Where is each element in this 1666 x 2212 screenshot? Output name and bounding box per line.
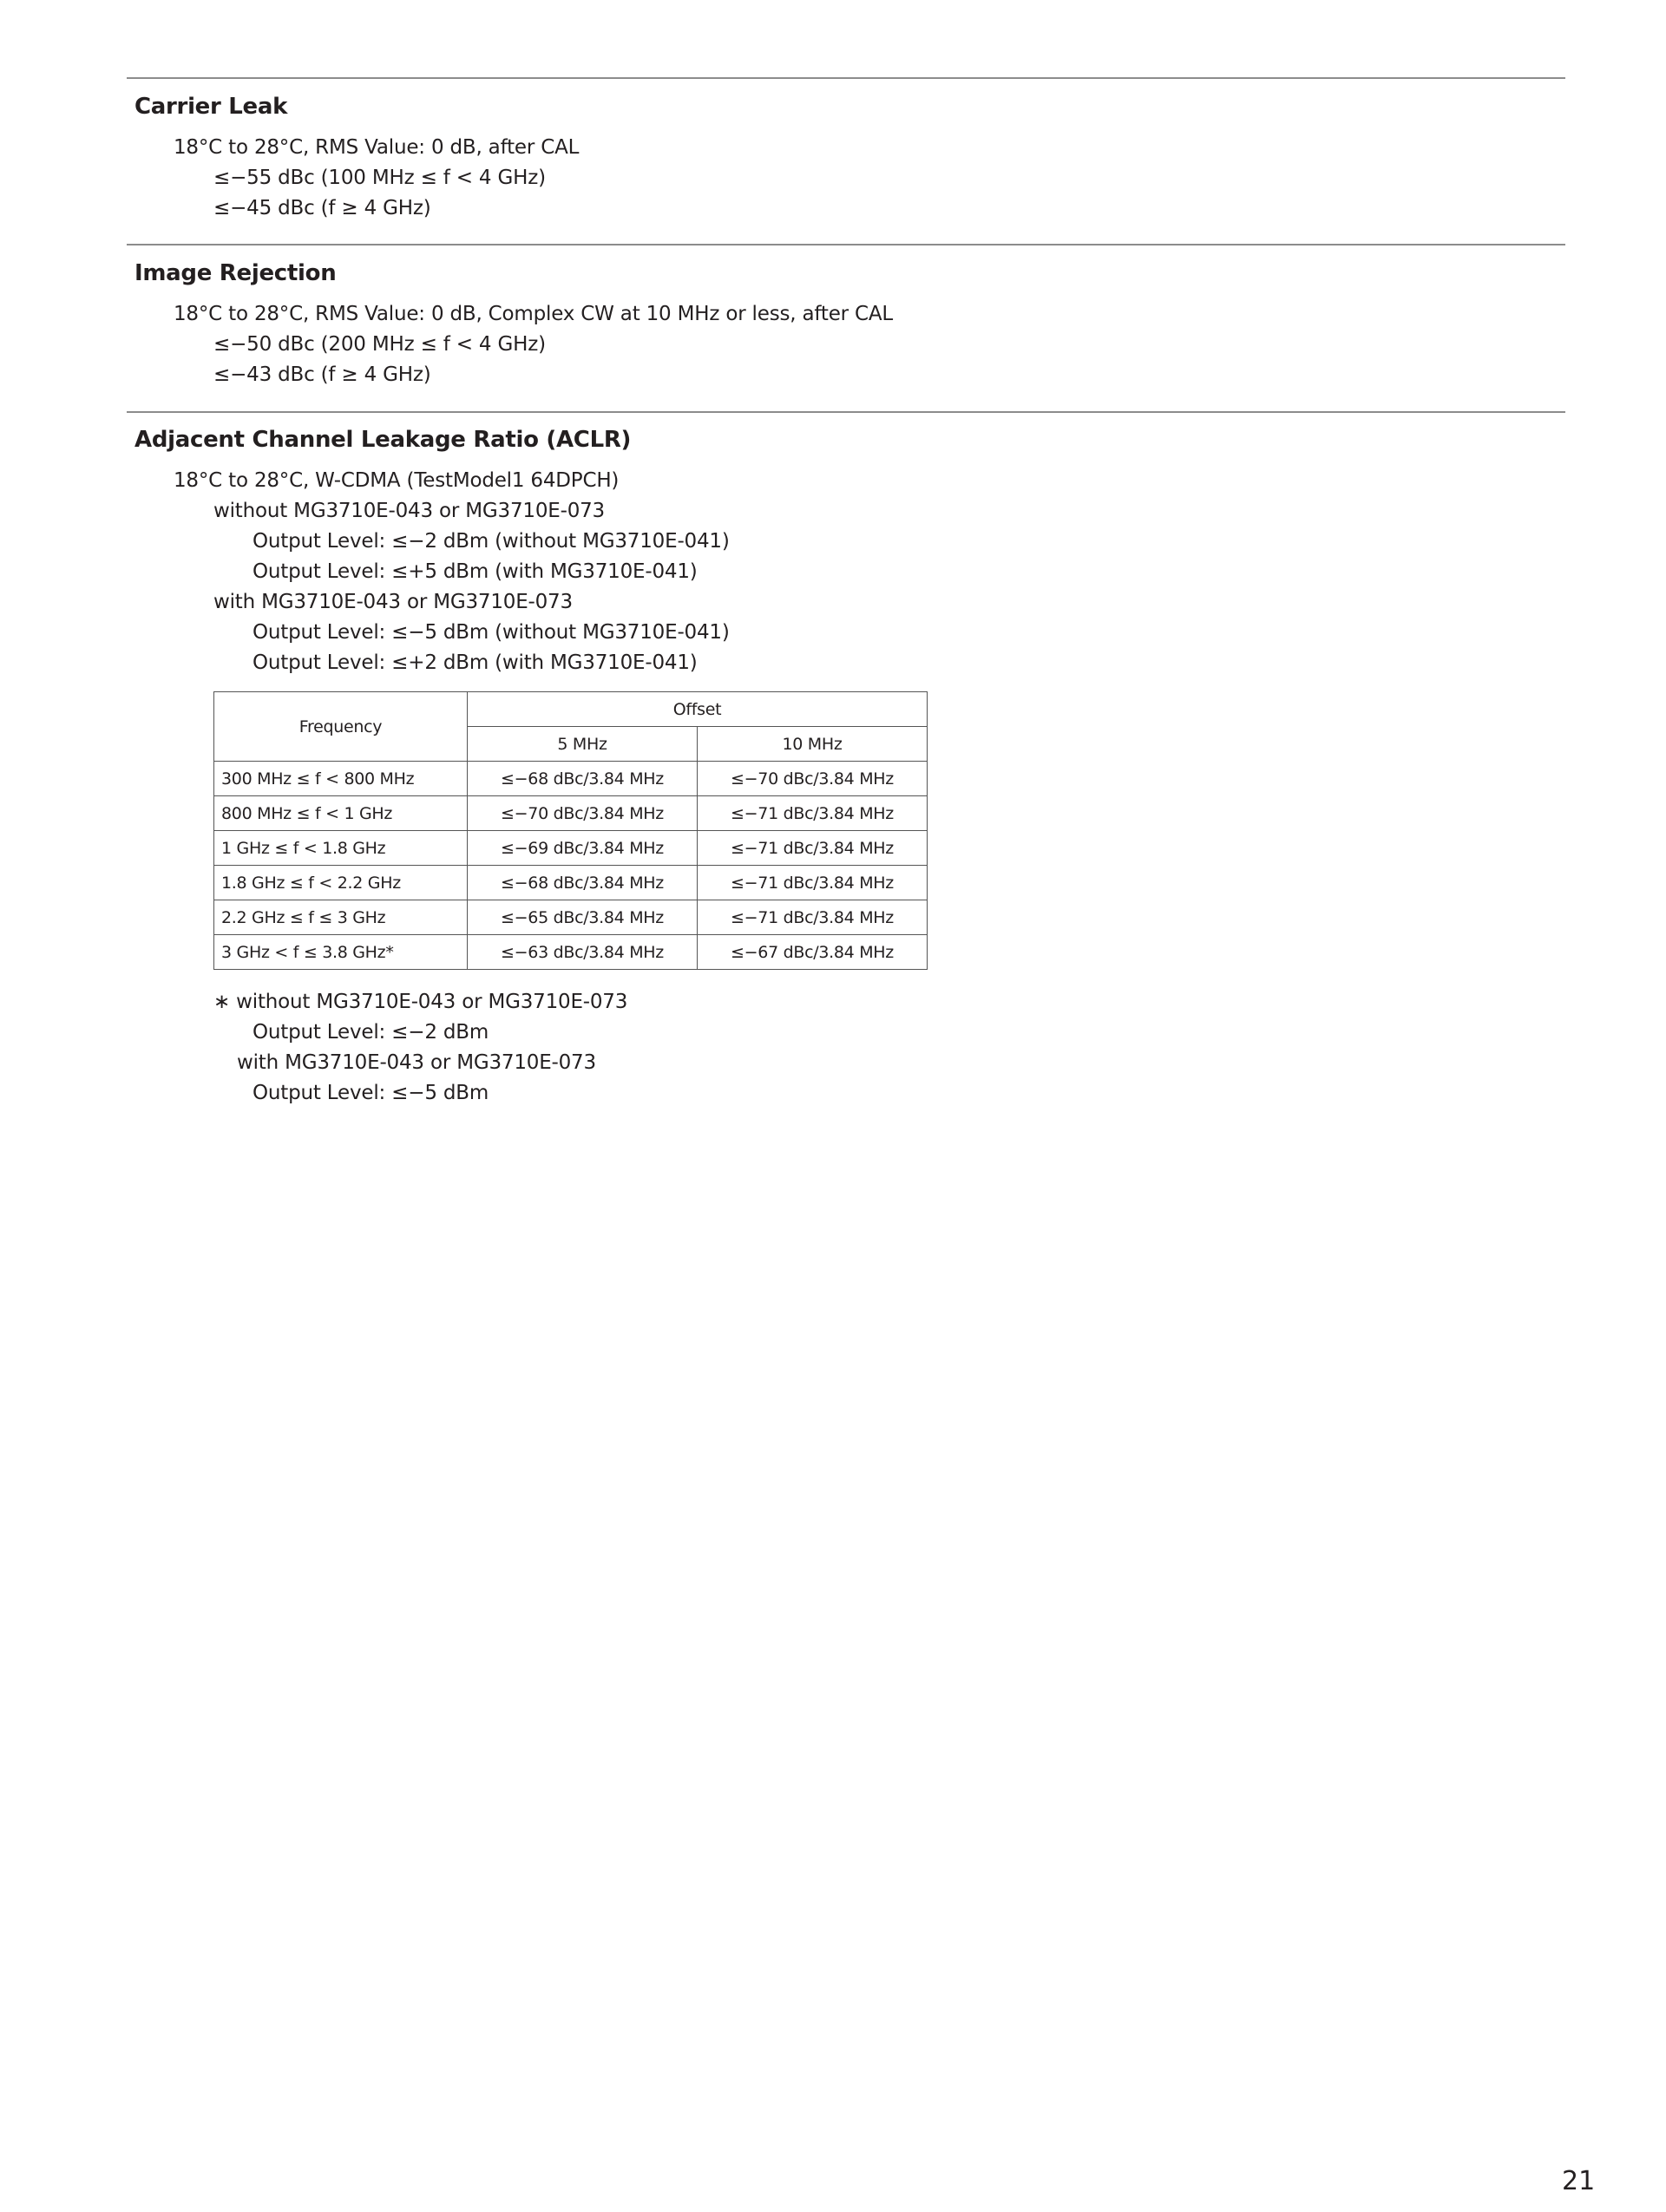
- frequency-column-header: Frequency: [214, 692, 468, 762]
- aclr-output-level: Output Level: ≤−5 dBm (without MG3710E-041): [253, 621, 730, 644]
- offset-5mhz-cell: ≤−68 dBc/3.84 MHz: [468, 866, 698, 900]
- frequency-cell: 300 MHz ≤ f < 800 MHz: [214, 762, 468, 796]
- table-row: [214, 831, 928, 866]
- image-rejection-spec: ≤−43 dBc (f ≥ 4 GHz): [213, 363, 431, 386]
- aclr-output-level: Output Level: ≤+2 dBm (with MG3710E-041): [253, 651, 698, 674]
- section-divider-image-rejection: [127, 244, 1565, 245]
- offset-column-header: Offset: [468, 692, 928, 727]
- aclr-output-level: Output Level: ≤−2 dBm (without MG3710E-041): [253, 530, 730, 553]
- section-divider-aclr: [127, 411, 1565, 413]
- aclr-table: [213, 691, 928, 970]
- offset-10mhz-cell: ≤−71 dBc/3.84 MHz: [698, 900, 928, 935]
- offset-5mhz-cell: ≤−63 dBc/3.84 MHz: [468, 935, 698, 970]
- table-header-row: [214, 692, 928, 727]
- offset-5mhz-header: 5 MHz: [468, 727, 698, 762]
- offset-10mhz-cell: ≤−67 dBc/3.84 MHz: [698, 935, 928, 970]
- aclr-condition: 18°C to 28°C, W-CDMA (TestModel1 64DPCH): [174, 469, 620, 492]
- carrier-leak-heading: Carrier Leak: [134, 94, 288, 120]
- table-row: [214, 935, 928, 970]
- carrier-leak-condition: 18°C to 28°C, RMS Value: 0 dB, after CAL: [174, 136, 580, 159]
- offset-10mhz-header: 10 MHz: [698, 727, 928, 762]
- table-row: [214, 900, 928, 935]
- image-rejection-heading: Image Rejection: [134, 260, 337, 286]
- table-row: [214, 866, 928, 900]
- footnote-output-level: Output Level: ≤−5 dBm: [253, 1082, 489, 1104]
- frequency-cell: 1 GHz ≤ f < 1.8 GHz: [214, 831, 468, 866]
- offset-10mhz-cell: ≤−71 dBc/3.84 MHz: [698, 866, 928, 900]
- aclr-heading: Adjacent Channel Leakage Ratio (ACLR): [134, 427, 632, 453]
- table-row: [214, 796, 928, 831]
- section-divider-carrier-leak: [127, 77, 1565, 79]
- footnote-with-option-label: with MG3710E-043 or MG3710E-073: [237, 1051, 596, 1074]
- aclr-without-option-label: without MG3710E-043 or MG3710E-073: [213, 500, 605, 522]
- offset-5mhz-cell: ≤−69 dBc/3.84 MHz: [468, 831, 698, 866]
- offset-10mhz-cell: ≤−71 dBc/3.84 MHz: [698, 831, 928, 866]
- frequency-cell: 1.8 GHz ≤ f < 2.2 GHz: [214, 866, 468, 900]
- table-row: [214, 762, 928, 796]
- carrier-leak-spec: ≤−55 dBc (100 MHz ≤ f < 4 GHz): [213, 167, 546, 189]
- offset-10mhz-cell: ≤−70 dBc/3.84 MHz: [698, 762, 928, 796]
- offset-5mhz-cell: ≤−68 dBc/3.84 MHz: [468, 762, 698, 796]
- frequency-cell: 2.2 GHz ≤ f ≤ 3 GHz: [214, 900, 468, 935]
- footnote-output-level: Output Level: ≤−2 dBm: [253, 1021, 489, 1044]
- offset-5mhz-cell: ≤−70 dBc/3.84 MHz: [468, 796, 698, 831]
- offset-10mhz-cell: ≤−71 dBc/3.84 MHz: [698, 796, 928, 831]
- carrier-leak-spec: ≤−45 dBc (f ≥ 4 GHz): [213, 197, 431, 219]
- aclr-with-option-label: with MG3710E-043 or MG3710E-073: [213, 591, 573, 613]
- page-number: 21: [1562, 2166, 1596, 2196]
- aclr-output-level: Output Level: ≤+5 dBm (with MG3710E-041): [253, 560, 698, 583]
- footnote-without-option-label: ∗ without MG3710E-043 or MG3710E-073: [213, 991, 628, 1013]
- frequency-cell: 3 GHz < f ≤ 3.8 GHz*: [214, 935, 468, 970]
- image-rejection-condition: 18°C to 28°C, RMS Value: 0 dB, Complex CW at 10 MHz or less, after CAL: [174, 303, 894, 325]
- frequency-cell: 800 MHz ≤ f < 1 GHz: [214, 796, 468, 831]
- image-rejection-spec: ≤−50 dBc (200 MHz ≤ f < 4 GHz): [213, 333, 546, 356]
- offset-5mhz-cell: ≤−65 dBc/3.84 MHz: [468, 900, 698, 935]
